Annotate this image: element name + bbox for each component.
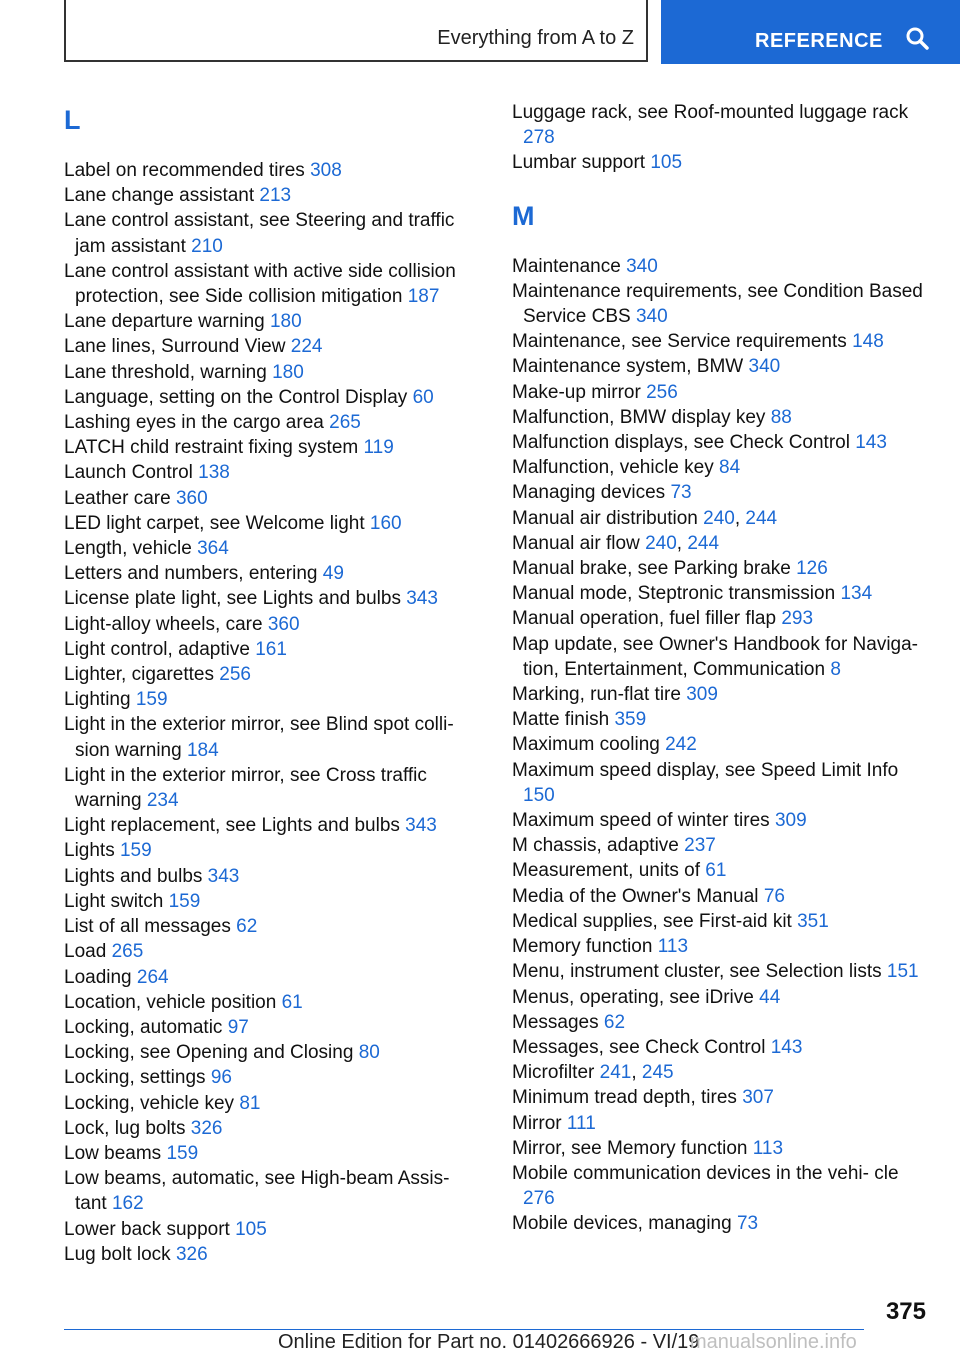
- page-reference-link[interactable]: 73: [670, 482, 692, 504]
- index-entry: [64, 914, 464, 939]
- page-reference-link[interactable]: 119: [363, 437, 394, 459]
- index-entry: [64, 486, 464, 511]
- index-entry: [64, 990, 464, 1015]
- index-entry: [512, 150, 932, 175]
- index-entry: [64, 838, 464, 863]
- entry-text: Light in the exterior mirror, see Blind spot colli‐ sion warning: [64, 714, 454, 761]
- index-list-l: [64, 158, 464, 1267]
- page-reference-link[interactable]: 293: [781, 608, 814, 630]
- page-reference-link[interactable]: 113: [752, 1137, 784, 1159]
- entry-text: Mirror, see Memory function: [512, 1137, 748, 1159]
- index-entry: [512, 254, 932, 279]
- index-entry: [64, 586, 464, 611]
- page-reference-link[interactable]: 62: [603, 1011, 626, 1033]
- index-entry: [512, 985, 932, 1010]
- index-entry: [64, 536, 464, 561]
- page-reference-link[interactable]: 49: [322, 563, 344, 585]
- index-entry: [64, 813, 464, 838]
- entry-text: LATCH child restraint fixing system: [64, 437, 359, 459]
- index-entry: [64, 637, 464, 662]
- index-entry: [64, 511, 464, 536]
- index-entry: [512, 1085, 932, 1110]
- page-reference-link[interactable]: 237: [684, 835, 716, 857]
- entry-text: Maintenance, see Service requirements: [512, 331, 847, 353]
- entry-text: Lashing eyes in the cargo area: [64, 412, 324, 434]
- page-number: 375: [885, 1298, 926, 1325]
- page-reference-link[interactable]: 151: [886, 961, 919, 983]
- page-reference-link[interactable]: 241: [599, 1062, 632, 1084]
- entry-text: Locking, vehicle key: [64, 1092, 235, 1114]
- page-reference-link[interactable]: 340: [635, 306, 668, 328]
- page-reference-link[interactable]: 360: [267, 613, 300, 635]
- entry-text: Lug bolt lock: [64, 1243, 171, 1265]
- page-reference-link[interactable]: 240: [645, 532, 677, 554]
- page-reference-link[interactable]: 264: [136, 966, 169, 988]
- entry-text: Menus, operating, see iDrive: [512, 986, 754, 1008]
- entry-text: Media of the Owner's Manual: [512, 885, 759, 907]
- entry-text: License plate light, see Lights and bulbs: [64, 588, 401, 610]
- index-entry: [512, 606, 932, 631]
- entry-text: Mobile devices, managing: [512, 1213, 732, 1235]
- index-entry: [512, 632, 932, 682]
- entry-text: Lane control assistant, see Steering and traffic jam assistant: [64, 210, 455, 257]
- index-entry: [512, 354, 932, 379]
- entry-text: Mobile communication devices in the vehi‐ cle: [512, 1162, 899, 1184]
- page-reference-link[interactable]: 276: [523, 1188, 555, 1210]
- index-entry: [512, 100, 932, 150]
- index-entry: [64, 662, 464, 687]
- page-reference-link[interactable]: 360: [175, 487, 208, 509]
- entry-text: Light replacement, see Lights and bulbs: [64, 815, 400, 837]
- index-entry: [64, 965, 464, 990]
- page-reference-link[interactable]: 161: [255, 638, 287, 660]
- index-entry: [64, 1015, 464, 1040]
- page-reference-link[interactable]: 224: [290, 336, 323, 358]
- page-reference-link[interactable]: 307: [742, 1087, 774, 1109]
- entry-text: Lumbar support: [512, 152, 646, 174]
- index-entry: [512, 380, 932, 405]
- entry-text: Lane lines, Surround View: [64, 336, 286, 358]
- index-entry: [64, 435, 464, 460]
- entry-text: Manual air distribution: [512, 507, 698, 529]
- page-reference-link[interactable]: 76: [763, 885, 785, 907]
- section-letter-m: M: [512, 200, 535, 231]
- entry-text: Light switch: [64, 890, 164, 912]
- page-reference-link[interactable]: 8: [830, 658, 841, 680]
- entry-text: Maximum speed display, see Speed Limit Info: [512, 759, 899, 781]
- index-entry: [512, 858, 932, 883]
- index-entry: [64, 309, 464, 334]
- page-reference-link[interactable]: 88: [770, 406, 792, 428]
- entry-text: Letters and numbers, entering: [64, 563, 318, 585]
- entry-text: M chassis, adaptive: [512, 835, 679, 857]
- page-reference-link[interactable]: 265: [329, 412, 361, 434]
- page-section-title: Everything from A to Z: [437, 27, 634, 49]
- index-entry: [512, 581, 932, 606]
- index-entry: [512, 909, 932, 934]
- page-reference-link[interactable]: 60: [412, 386, 434, 408]
- page-reference-link[interactable]: 359: [614, 709, 647, 731]
- page-reference-link[interactable]: 159: [135, 689, 168, 711]
- entry-text: List of all messages: [64, 916, 231, 938]
- page-reference-link[interactable]: 96: [210, 1067, 232, 1089]
- entry-text: Medical supplies, see First-aid kit: [512, 910, 792, 932]
- entry-text: Light control, adaptive: [64, 638, 250, 660]
- page-reference-link[interactable]: 343: [406, 588, 438, 610]
- page-reference-link[interactable]: 340: [748, 356, 781, 378]
- entry-text: Malfunction, vehicle key: [512, 457, 714, 479]
- index-entry: [64, 687, 464, 712]
- page-reference-link[interactable]: 138: [198, 462, 230, 484]
- index-entry: [512, 934, 932, 959]
- entry-text: LED light carpet, see Welcome light: [64, 512, 365, 534]
- index-entry: [64, 1166, 464, 1216]
- index-entry: [512, 1161, 932, 1211]
- index-entry: [64, 360, 464, 385]
- page-reference-link[interactable]: 134: [840, 583, 873, 605]
- index-entry: [512, 1010, 932, 1035]
- index-entry: [512, 329, 932, 354]
- entry-text: Malfunction, BMW display key: [512, 406, 766, 428]
- page-reference-link[interactable]: 126: [796, 558, 828, 580]
- entry-text: Launch Control: [64, 462, 193, 484]
- page-reference-link[interactable]: 159: [119, 840, 152, 862]
- index-entry: [64, 712, 464, 762]
- page-reference-link[interactable]: 162: [111, 1193, 144, 1215]
- page-reference-link[interactable]: 244: [745, 507, 778, 529]
- index-entry: [64, 158, 464, 183]
- index-entry: [64, 1116, 464, 1141]
- entry-text: Marking, run-flat tire: [512, 684, 681, 706]
- entry-text: Low beams, automatic, see High-beam Assis‐ tant: [64, 1168, 450, 1215]
- page-reference-link[interactable]: 256: [219, 664, 251, 686]
- index-entry: Microfilter 241, 245: [512, 1062, 674, 1084]
- entry-text: Messages, see Check Control: [512, 1036, 766, 1058]
- page-reference-link[interactable]: 61: [705, 860, 727, 882]
- page-reference-link[interactable]: 143: [770, 1036, 803, 1058]
- index-entry: [64, 939, 464, 964]
- page-reference-link[interactable]: 364: [197, 538, 229, 560]
- entry-text: Menu, instrument cluster, see Selection lists: [512, 961, 882, 983]
- page-reference-link[interactable]: 244: [687, 532, 720, 554]
- index-entry: [512, 682, 932, 707]
- page-reference-link[interactable]: 309: [774, 810, 807, 832]
- page-reference-link[interactable]: 278: [523, 127, 555, 149]
- entry-text: Measurement, units of: [512, 860, 700, 882]
- page-reference-link[interactable]: 242: [665, 734, 697, 756]
- entry-text: Locking, settings: [64, 1067, 206, 1089]
- entry-text: Maintenance system, BMW: [512, 356, 744, 378]
- entry-text: Mirror: [512, 1112, 562, 1134]
- page-reference-link[interactable]: 343: [207, 865, 240, 887]
- index-entry: [512, 758, 932, 808]
- entry-text: Load: [64, 941, 107, 963]
- entry-text: Low beams: [64, 1142, 162, 1164]
- index-list-m: [512, 254, 932, 1237]
- entry-text: Manual brake, see Parking brake: [512, 558, 791, 580]
- reference-label: REFERENCE: [755, 29, 883, 52]
- page-reference-link[interactable]: 184: [186, 739, 219, 761]
- page-reference-link[interactable]: 61: [281, 991, 303, 1013]
- index-entry: [512, 405, 932, 430]
- entry-text: Map update, see Owner's Handbook for Naviga‐ tion, Entertainment, Communication: [512, 633, 919, 680]
- entry-text: Lane control assistant with active side collision protection, see Side collision mitigation: [64, 260, 456, 308]
- entry-text: Lane change assistant: [64, 185, 255, 207]
- index-entry: [512, 707, 932, 732]
- page-reference-link[interactable]: 81: [239, 1092, 261, 1114]
- page-reference-link[interactable]: 210: [191, 235, 223, 257]
- index-entry: [64, 612, 464, 637]
- index-entry: [512, 1035, 932, 1060]
- index-entry: [64, 1040, 464, 1065]
- entry-text: Maintenance requirements, see Condition Based Service CBS: [512, 280, 923, 328]
- entry-text: Manual air flow: [512, 532, 640, 554]
- index-entry: [64, 763, 464, 813]
- index-entry: [512, 833, 932, 858]
- page-reference-link[interactable]: 105: [235, 1218, 267, 1240]
- search-icon[interactable]: [905, 10, 929, 55]
- entry-text: Lower back support: [64, 1218, 230, 1240]
- entry-text: Language, setting on the Control Display: [64, 386, 408, 408]
- reference-tab[interactable]: [661, 0, 960, 64]
- index-entry: [64, 334, 464, 359]
- page-reference-link[interactable]: 256: [646, 381, 678, 403]
- page-reference-link[interactable]: 265: [111, 941, 144, 963]
- entry-text: Location, vehicle position: [64, 991, 277, 1013]
- entry-text: Lighting: [64, 689, 131, 711]
- page-reference-link[interactable]: 234: [146, 790, 179, 812]
- index-entry: [512, 480, 932, 505]
- index-entry: [512, 884, 932, 909]
- entry-text: Loading: [64, 966, 132, 988]
- page-reference-link[interactable]: 84: [719, 457, 741, 479]
- entry-text: Managing devices: [512, 482, 666, 504]
- entry-text: Lock, lug bolts: [64, 1117, 186, 1139]
- footer-edition: Online Edition for Part no. 01402666926 - VI/19: [278, 1331, 700, 1353]
- page-reference-link[interactable]: 340: [626, 255, 658, 277]
- entry-text: Minimum tread depth, tires: [512, 1087, 737, 1109]
- page-reference-link[interactable]: 245: [641, 1062, 674, 1084]
- index-entry: [512, 808, 932, 833]
- page-reference-link[interactable]: 111: [566, 1112, 596, 1134]
- index-list-l-continued: [512, 100, 932, 176]
- page-reference-link[interactable]: 80: [358, 1042, 380, 1064]
- entry-text: Leather care: [64, 487, 171, 509]
- index-entry: [64, 1141, 464, 1166]
- entry-text: Luggage rack, see Roof-mounted luggage rack: [512, 102, 909, 123]
- page-reference-link[interactable]: 159: [166, 1142, 199, 1164]
- index-entry: [64, 208, 464, 258]
- entry-text: Locking, automatic: [64, 1016, 223, 1038]
- entry-text: Matte finish: [512, 709, 610, 731]
- page-reference-link[interactable]: 351: [797, 910, 829, 932]
- index-entry: [64, 460, 464, 485]
- page-reference-link[interactable]: 309: [686, 684, 718, 706]
- index-entry: [512, 1111, 932, 1136]
- entry-text: Maximum speed of winter tires: [512, 810, 770, 832]
- index-entry: [512, 959, 932, 984]
- index-entry: [64, 889, 464, 914]
- page-reference-link[interactable]: 143: [855, 432, 887, 454]
- page-reference-link[interactable]: 326: [190, 1117, 223, 1139]
- entry-text: Messages: [512, 1011, 599, 1033]
- entry-text: Light-alloy wheels, care: [64, 613, 263, 635]
- page-reference-link[interactable]: 326: [175, 1243, 208, 1265]
- index-entry: [64, 410, 464, 435]
- footer-watermark: manualsonline.info: [690, 1331, 857, 1353]
- entry-text: Maximum cooling: [512, 734, 660, 756]
- entry-text: Lights and bulbs: [64, 865, 203, 887]
- index-entry: [512, 732, 932, 757]
- entry-text: Length, vehicle: [64, 538, 192, 560]
- entry-text: Maintenance: [512, 255, 621, 277]
- index-entry: [512, 455, 932, 480]
- page-reference-link[interactable]: 180: [272, 361, 304, 383]
- entry-text: Microfilter: [512, 1062, 595, 1084]
- page-reference-link[interactable]: 73: [736, 1213, 759, 1235]
- index-entry: [512, 1136, 932, 1161]
- entry-text: Make-up mirror: [512, 381, 641, 403]
- entry-text: Lights: [64, 840, 115, 862]
- index-entry: Manual air distribution 240, 244: [512, 507, 778, 529]
- index-entry: [64, 1217, 464, 1242]
- footer-divider: [64, 1329, 864, 1330]
- index-entry: [64, 259, 464, 309]
- page-reference-link[interactable]: 105: [650, 152, 683, 174]
- page-reference-link[interactable]: 308: [310, 160, 342, 181]
- page-reference-link[interactable]: 213: [259, 185, 292, 207]
- entry-text: Lighter, cigarettes: [64, 664, 214, 686]
- page-reference-link[interactable]: 240: [703, 507, 735, 529]
- index-entry: [64, 864, 464, 889]
- page-reference-link[interactable]: 62: [236, 916, 258, 938]
- page-reference-link[interactable]: 113: [657, 936, 689, 958]
- entry-text: Memory function: [512, 936, 653, 958]
- entry-text: Manual mode, Steptronic transmission: [512, 583, 836, 605]
- page-reference-link[interactable]: 150: [523, 784, 555, 806]
- entry-text: Label on recommended tires: [64, 160, 305, 181]
- header-title-box: [64, 0, 648, 62]
- index-entry: [512, 1211, 932, 1236]
- index-entry: [512, 556, 932, 581]
- page-reference-link[interactable]: 44: [759, 986, 781, 1008]
- entry-text: Lane departure warning: [64, 311, 265, 333]
- index-entry: [64, 385, 464, 410]
- index-column-left: [64, 100, 464, 1267]
- page-reference-link[interactable]: 180: [269, 311, 302, 333]
- page-reference-link[interactable]: 160: [369, 512, 402, 534]
- index-entry: [64, 1242, 464, 1267]
- entry-text: Light in the exterior mirror, see Cross traffic warning: [64, 764, 427, 812]
- index-entry: [64, 1065, 464, 1090]
- section-letter-l: L: [64, 105, 81, 135]
- page-reference-link[interactable]: 343: [405, 815, 437, 837]
- index-entry: Manual air flow 240, 244: [512, 532, 720, 554]
- index-entry: [512, 430, 932, 455]
- page-reference-link[interactable]: 148: [852, 331, 884, 353]
- index-entry: [64, 561, 464, 586]
- page-reference-link[interactable]: 159: [168, 890, 201, 912]
- page-reference-link[interactable]: 187: [407, 286, 440, 308]
- page-reference-link[interactable]: 97: [227, 1016, 249, 1038]
- entry-text: Locking, see Opening and Closing: [64, 1042, 354, 1064]
- entry-text: Malfunction displays, see Check Control: [512, 432, 850, 454]
- index-entry: [512, 279, 932, 329]
- index-entry: [64, 183, 464, 208]
- entry-text: Lane threshold, warning: [64, 361, 267, 383]
- index-column-right: [512, 100, 932, 1237]
- entry-text: Manual operation, fuel filler flap: [512, 608, 777, 630]
- index-entry: [64, 1091, 464, 1116]
